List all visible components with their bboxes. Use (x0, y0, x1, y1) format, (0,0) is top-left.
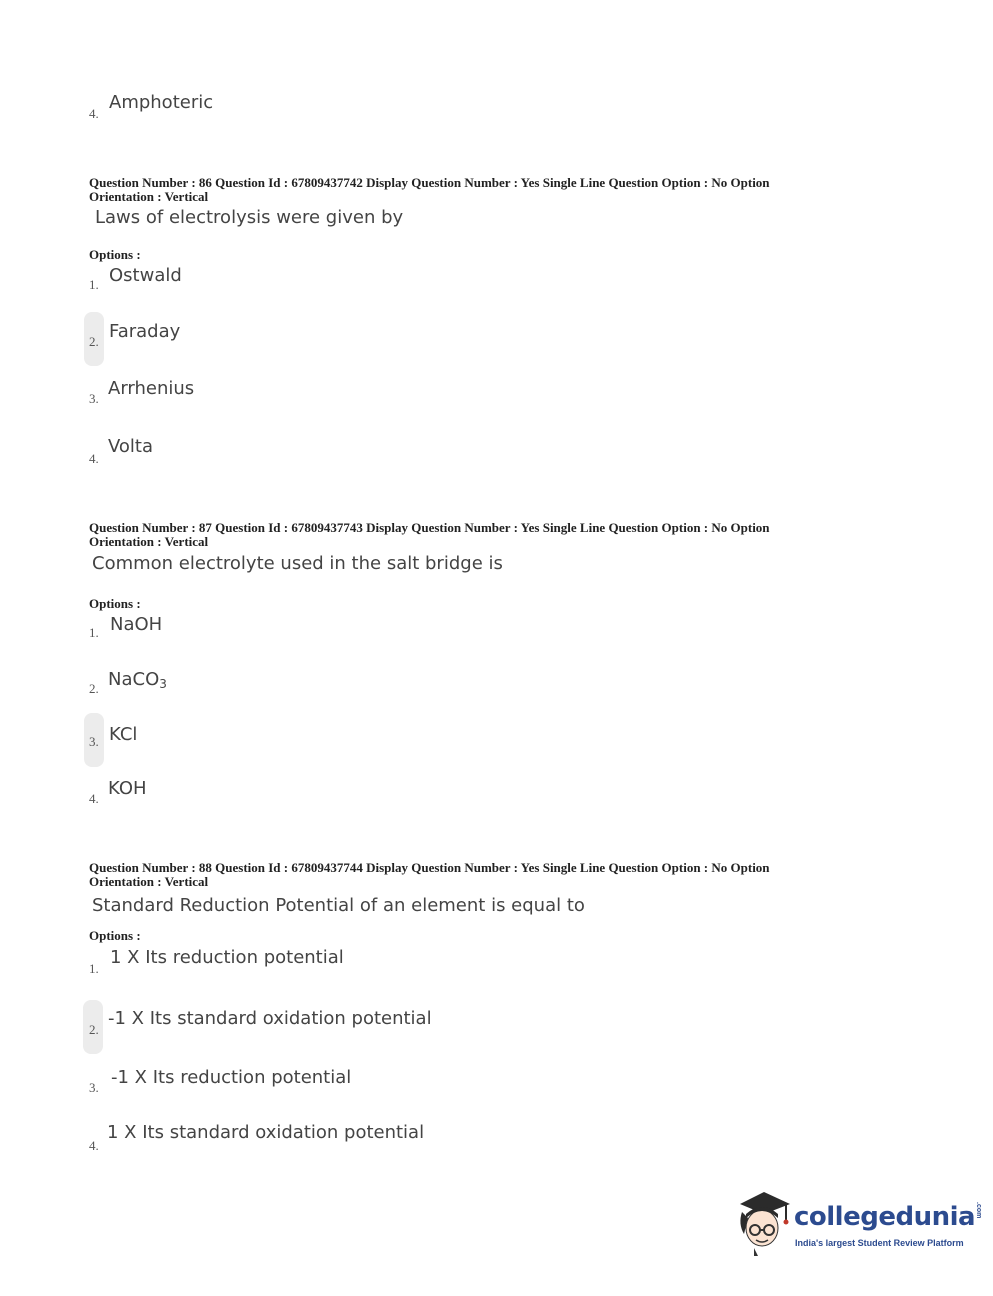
option-number: 2. (89, 334, 99, 349)
option-text: NaCO$_3$ (108, 669, 167, 691)
option-number: 4. (89, 791, 99, 806)
option-number: 1. (89, 625, 99, 640)
option-number: 1. (89, 961, 99, 976)
option-number: 3. (89, 391, 99, 406)
option-number: 4. (89, 1138, 99, 1153)
option-text: Faraday (109, 321, 181, 342)
option-text: 1 X Its standard oxidation potential (107, 1122, 425, 1143)
question-87-meta: Question Number : 87 Question Id : 67809437743 Display Question Number : Yes Single Line Question Option : No Option Orientation : Vertical (89, 520, 770, 549)
question-86-meta: Question Number : 86 Question Id : 67809437742 Display Question Number : Yes Single Line Question Option : No Option Orientation : Vertical (89, 175, 770, 204)
options-label: Options : (89, 928, 141, 943)
option-text: Ostwald (109, 265, 182, 286)
option-text: NaOH (110, 614, 163, 635)
option-number: 2. (89, 681, 99, 696)
options-label: Options : (89, 247, 141, 262)
option-number: 3. (89, 734, 99, 749)
option-number: 2. (89, 1022, 99, 1037)
option-text: Volta (108, 436, 154, 457)
options-label: Options : (89, 596, 141, 611)
mascot-icon (734, 1188, 794, 1258)
question-88-meta: Question Number : 88 Question Id : 67809437744 Display Question Number : Yes Single Line Question Option : No Option Orientation : Vertical (89, 860, 770, 889)
option-text: KCl (109, 724, 138, 745)
option-text: 1 X Its reduction potential (110, 947, 344, 968)
option-text: -1 X Its reduction potential (111, 1067, 352, 1088)
question-86-text: Laws of electrolysis were given by (95, 207, 404, 228)
option-text: Amphoteric (109, 92, 214, 113)
collegedunia-logo (734, 1188, 983, 1260)
logo-suffix: .com (975, 1202, 983, 1219)
option-text: -1 X Its standard oxidation potential (108, 1008, 432, 1029)
option-number: 4. (89, 451, 99, 466)
question-88-text: Standard Reduction Potential of an element is equal to (92, 895, 585, 916)
option-text: Arrhenius (108, 378, 195, 399)
option-text: KOH (108, 778, 147, 799)
logo-wordmark: collegedunia (794, 1202, 976, 1232)
question-87-text: Common electrolyte used in the salt bridge is (92, 553, 503, 574)
option-number: 1. (89, 277, 99, 292)
option-number: 4. (89, 106, 99, 121)
logo-tagline: India's largest Student Review Platform (795, 1238, 964, 1248)
option-number: 3. (89, 1080, 99, 1095)
